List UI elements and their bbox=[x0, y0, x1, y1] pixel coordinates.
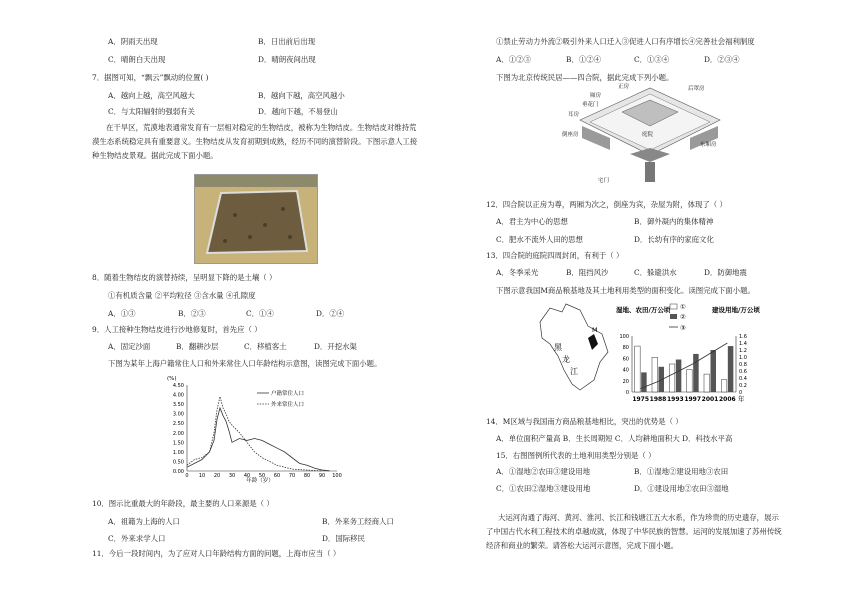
pop-x-tick: 80 bbox=[303, 473, 311, 479]
bar-2 bbox=[728, 346, 734, 392]
right-tick: 0.2 bbox=[739, 383, 747, 389]
label-erfang: 耳房 bbox=[568, 112, 580, 118]
year-tick: 1988 bbox=[649, 396, 667, 403]
q7-option-d: D．越向下越，不易登山 bbox=[258, 107, 338, 116]
left-tick: 80 bbox=[622, 345, 629, 352]
q11-stem: 11．今后一段时间内，为了应对人口年龄结构方面的问题，上海市应当（ ） bbox=[92, 549, 341, 558]
q8-option-b: B．②③ bbox=[178, 309, 206, 318]
right-tick: 1.0 bbox=[739, 355, 747, 361]
pop-x-tick: 0 bbox=[185, 473, 189, 479]
q14-stem: 14．M区域与我国南方商品粮基地相比，突出的优势是（ ） bbox=[486, 417, 683, 426]
pop-y-tick: 4.50 bbox=[172, 383, 184, 389]
q15-stem: 15．右图图例所代表的土地利用类型分别是（ ） bbox=[496, 451, 656, 460]
q6-option-b: B．日出前后出现 bbox=[258, 37, 316, 46]
siheyuan-diagram bbox=[560, 80, 730, 190]
bar-1 bbox=[669, 364, 675, 392]
left-tick: 20 bbox=[622, 378, 629, 385]
q15-option-d: D．①建设用地②农田③湿地 bbox=[634, 484, 729, 493]
label-houzhaofang: 后罩房 bbox=[688, 86, 705, 92]
pop-series-1 bbox=[187, 408, 330, 471]
q8-option-a: A．①③ bbox=[108, 309, 136, 318]
q14-options: A．单位面积产量高 B．生长周期短 C．人均耕地面积大 D．科技水平高 bbox=[496, 434, 733, 443]
q10-option-c: C．外来求学人口 bbox=[108, 534, 166, 543]
q15-option-c: C．①农田②湿地③建设用地 bbox=[496, 484, 591, 493]
q13-stem: 13．四合院的庭院四周封闭，有利于（ ） bbox=[486, 251, 624, 260]
right-tick: 1.4 bbox=[739, 341, 747, 347]
right-tick: 0.8 bbox=[739, 362, 747, 368]
map-label-hei: 黑 bbox=[554, 343, 562, 352]
pop-x-tick: 50 bbox=[258, 473, 266, 479]
bar-1 bbox=[704, 374, 710, 392]
label-xiangfang: 厢房 bbox=[590, 93, 602, 99]
q9-option-b: B．翻耕沙层 bbox=[176, 342, 219, 351]
q13-option-a: A．冬季采光 bbox=[496, 268, 539, 277]
bar-2 bbox=[693, 354, 699, 392]
year-tick: 1975 bbox=[632, 396, 650, 403]
pop-x-tick: 20 bbox=[213, 473, 221, 479]
q12-option-a: A．君主为中心的思想 bbox=[496, 217, 568, 226]
passage-population: 下图为某年上海户籍常住人口和外来常住人口年龄结构示意图，读图完成下面小题。 bbox=[108, 359, 382, 368]
q10-option-a: A．祖籍为上海的人口 bbox=[108, 517, 180, 526]
q12-option-c: C．肥水不流外人田的思想 bbox=[496, 235, 583, 244]
q11-choice-b: B．①②④ bbox=[566, 55, 601, 64]
pop-y-tick: 0.00 bbox=[172, 469, 184, 475]
pop-x-tick: 60 bbox=[273, 473, 281, 479]
pop-x-tick: 90 bbox=[318, 473, 326, 479]
pop-x-tick: 30 bbox=[228, 473, 236, 479]
pop-legend bbox=[257, 389, 304, 408]
q13-option-b: B．阻挡风沙 bbox=[566, 268, 609, 277]
q12-option-b: B．御外凝内的集体精神 bbox=[634, 217, 714, 226]
left-tick: 60 bbox=[622, 356, 629, 363]
label-daozuofang: 倒座房 bbox=[562, 132, 579, 138]
q6-option-d: D．晴朗夜间出现 bbox=[258, 55, 316, 64]
left-tick: 40 bbox=[622, 367, 629, 374]
pop-legend-2: 外来常住人口 bbox=[271, 402, 305, 408]
bar-2 bbox=[641, 372, 647, 392]
right-tick: 1.2 bbox=[739, 348, 747, 354]
label-zhengfang: 正房 bbox=[618, 84, 630, 90]
q11-statements: ①禁止劳动力外流②吸引外来人口迁入③促进人口有序增长④完善社会福利制度 bbox=[496, 37, 755, 46]
label-dongxiangfang: 东厢房 bbox=[700, 142, 717, 148]
q10-option-b: B．外来务工经商人口 bbox=[322, 517, 394, 526]
q9-option-a: A．固定沙面 bbox=[108, 342, 151, 351]
q12-stem: 12．四合院以正房为尊，两厢为次之，倒座为宾，杂屋为附，体现了（ ） bbox=[486, 200, 727, 209]
label-tingyuan: 庭院 bbox=[642, 132, 654, 138]
passage-grand-canal: 大运河沟通了海河、黄河、淮河、长江和钱塘江五大水系，作为珍贵的历史遗存，展示了中国古代水利工程技术的卓越成就，体现了中华民族的智慧。运河的发展加速了苏州传统经济和商业的繁荣。请答松大运河示意图，完成下面小题。 bbox=[486, 513, 782, 550]
pop-y-tick: 1.00 bbox=[172, 449, 184, 456]
right-tick: 0 bbox=[739, 390, 743, 396]
left-tick: 0 bbox=[625, 390, 629, 396]
q11-choice-d: D．②③④ bbox=[704, 55, 740, 64]
year-tick: 1997 bbox=[684, 396, 702, 403]
q11-choice-a: A．①②③ bbox=[496, 55, 531, 64]
bar-2 bbox=[676, 360, 682, 392]
pop-y-tick: 1.50 bbox=[172, 440, 184, 447]
land-legend bbox=[669, 303, 686, 332]
pop-legend-1: 户籍常住人口 bbox=[271, 391, 305, 397]
pop-y-tick: 2.50 bbox=[172, 421, 184, 428]
q8-stem: 8．随着生物结皮的演替持续，呈明显下降的是土壤（ ） bbox=[92, 273, 277, 282]
pop-x-label: 年龄（岁） bbox=[246, 478, 274, 484]
q10-option-d: D．国际移民 bbox=[322, 534, 365, 543]
bar-1 bbox=[635, 346, 641, 392]
pop-y-tick: 2.00 bbox=[172, 430, 184, 437]
q12-option-d: D．长幼有序的家庭文化 bbox=[634, 235, 714, 244]
q13-option-d: D．防御地震 bbox=[704, 268, 747, 277]
pop-x-tick: 70 bbox=[288, 473, 296, 479]
label-chuihuamen: 垂花门 bbox=[582, 102, 599, 108]
population-age-chart bbox=[165, 371, 340, 483]
pop-x-tick: 40 bbox=[243, 473, 251, 479]
legend-2: ② bbox=[680, 313, 686, 321]
q7-option-b: B．越向下越，高空风越小 bbox=[258, 91, 345, 100]
left-axis-label: 湿地、农田/万公顷 bbox=[616, 306, 671, 314]
pop-x-tick: 10 bbox=[198, 473, 206, 479]
legend-1: ① bbox=[680, 303, 686, 311]
bar-2 bbox=[659, 367, 665, 392]
q11-choice-c: C．①③④ bbox=[634, 55, 670, 64]
q8-option-d: D．②④ bbox=[316, 309, 345, 318]
year-unit: 年 bbox=[738, 395, 745, 403]
pop-y-tick: 3.00 bbox=[172, 411, 184, 418]
q6-option-a: A．阴雨天出现 bbox=[108, 37, 158, 46]
bar-1 bbox=[721, 380, 727, 392]
q10-stem: 10．图示比重最大的年龄段，最主要的人口来源是（ ） bbox=[92, 499, 274, 508]
q7-option-c: C．与太阳辐射的强弱有关 bbox=[108, 107, 195, 116]
q15-option-b: B．①湿地②建设用地③农田 bbox=[634, 467, 729, 476]
heilongjiang-map bbox=[540, 304, 608, 390]
left-tick: 100 bbox=[619, 334, 629, 340]
q9-stem: 9．人工接种生物结皮进行沙地修复时，首先应（ ） bbox=[92, 325, 262, 334]
q15-option-a: A．①湿地②农田③建设用地 bbox=[496, 467, 591, 476]
pop-unit-label: (%) bbox=[167, 376, 177, 382]
passage-biocrust: 在干旱区，荒漠地表通常发育有一层相对稳定的生物结皮，被称为生物结皮。生物结皮对维持荒漠生态系统稳定具有重要意义。生物结皮从发育初期到成熟，经历不同的演替阶段。下图示意人工接种生物结皮景观。据此完成下面小题。 bbox=[92, 123, 418, 160]
pop-y-tick: 4.00 bbox=[172, 392, 184, 399]
year-tick: 1993 bbox=[666, 396, 684, 403]
pop-y-tick: 3.50 bbox=[172, 402, 184, 409]
map-label-jiang: 江 bbox=[570, 367, 578, 376]
q8-items: ①有机质含量 ②平均粒径 ③含水量 ④孔隙度 bbox=[108, 291, 256, 300]
pop-y-tick: 0.50 bbox=[172, 459, 184, 466]
q7-stem: 7．据图可知，“飘云”飘动的位置( ) bbox=[92, 73, 209, 82]
land-use-figure bbox=[536, 300, 760, 408]
label-zhaimen: 宅门 bbox=[598, 178, 610, 184]
bar-1 bbox=[652, 357, 658, 392]
q8-option-c: C．①④ bbox=[246, 309, 274, 318]
q9-option-c: C．移植客土 bbox=[244, 342, 287, 351]
right-tick: 0.4 bbox=[739, 376, 747, 382]
q9-option-d: D．开挖水渠 bbox=[314, 342, 357, 351]
right-tick: 1.6 bbox=[739, 334, 747, 340]
map-label-long: 龙 bbox=[562, 355, 570, 364]
q7-option-a: A．越向上越，高空风越大 bbox=[108, 91, 195, 100]
year-tick: 2001 bbox=[701, 396, 719, 403]
legend-3: ③ bbox=[680, 324, 686, 332]
pop-x-tick: 100 bbox=[332, 473, 342, 479]
bar-1 bbox=[687, 370, 693, 392]
right-tick: 0.6 bbox=[739, 369, 747, 375]
q13-option-c: C．躲避洪水 bbox=[634, 268, 677, 277]
passage-grain-base: 下图示意我国M商品粮基地及其土地利用类型的面积变化。读图完成下面小题。 bbox=[496, 286, 755, 295]
map-label-m: M bbox=[592, 326, 598, 334]
right-axis-label: 建设用地/万公顷 bbox=[712, 306, 760, 314]
bar-2 bbox=[711, 350, 717, 392]
biocrust-photo bbox=[194, 174, 318, 264]
year-tick: 2006 bbox=[718, 396, 736, 403]
q6-option-c: C．晴朗白天出现 bbox=[108, 55, 166, 64]
passage-siheyuan: 下图为北京传统民居——四合院，据此完成下列小题。 bbox=[496, 73, 674, 82]
